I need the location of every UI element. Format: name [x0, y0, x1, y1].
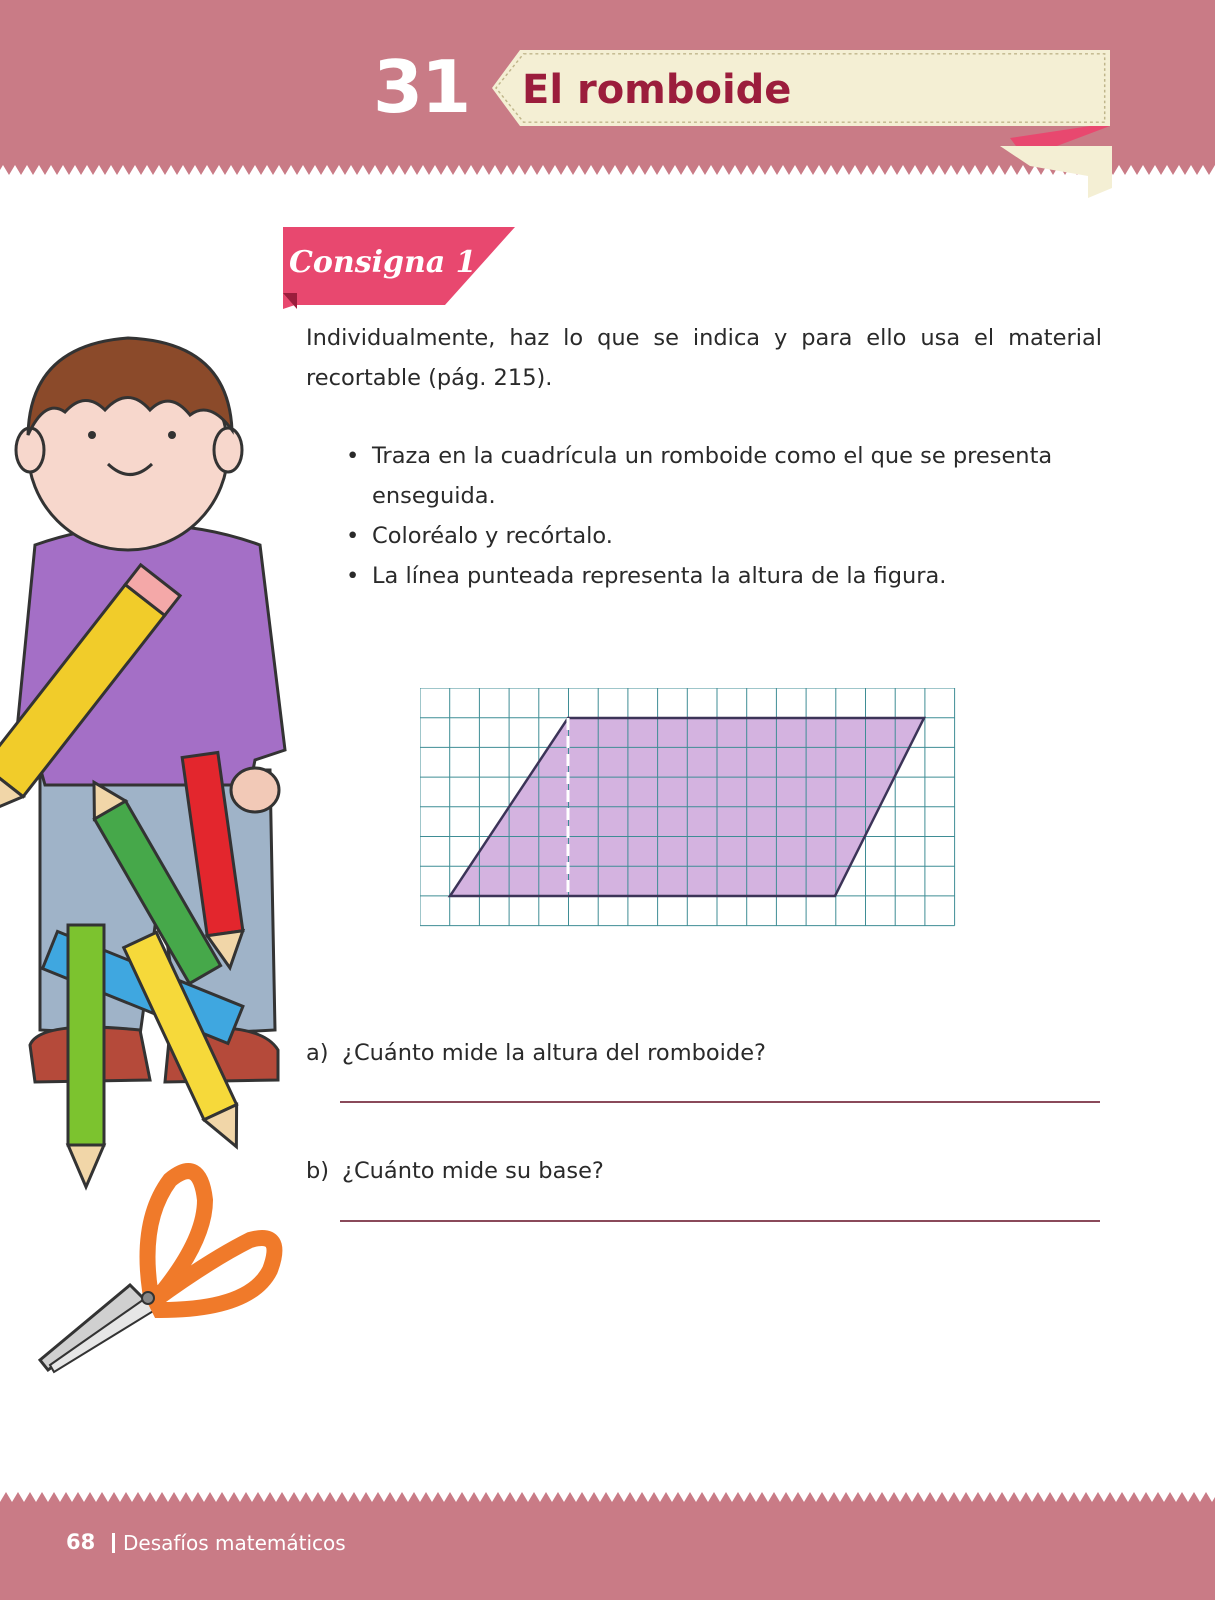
question-b	[306, 1158, 604, 1184]
boy-illustration	[0, 330, 300, 1200]
lesson-title: El romboide	[522, 67, 792, 113]
question-prefix: a)	[306, 1040, 329, 1066]
question-a	[306, 1040, 766, 1066]
question-text: ¿Cuánto mide la altura del romboide?	[342, 1040, 766, 1066]
consigna-label	[283, 225, 523, 315]
answer-line-b[interactable]	[340, 1220, 1100, 1222]
list-item: • Traza en la cuadrícula un romboide como el que se presenta enseguida.	[346, 436, 1106, 516]
instruction-list	[346, 436, 1106, 596]
rhomboid-grid-figure	[420, 688, 956, 928]
intro-paragraph: Individualmente, haz lo que se indica y para ello usa el material recortable (pág. 215).	[306, 325, 1102, 391]
scissors-illustration	[30, 1160, 290, 1400]
consigna-text: Consigna 1	[289, 245, 477, 280]
list-item: • Coloréalo y recórtalo.	[346, 516, 1106, 556]
book-title: Desafíos matemáticos	[112, 1531, 346, 1555]
question-text: ¿Cuánto mide su base?	[342, 1158, 604, 1184]
answer-line-a[interactable]	[340, 1101, 1100, 1103]
page-number: 68	[66, 1530, 96, 1554]
question-prefix: b)	[306, 1158, 330, 1184]
lesson-number: 31	[373, 45, 470, 129]
list-item: • La línea punteada representa la altura de la figura.	[346, 556, 1106, 596]
